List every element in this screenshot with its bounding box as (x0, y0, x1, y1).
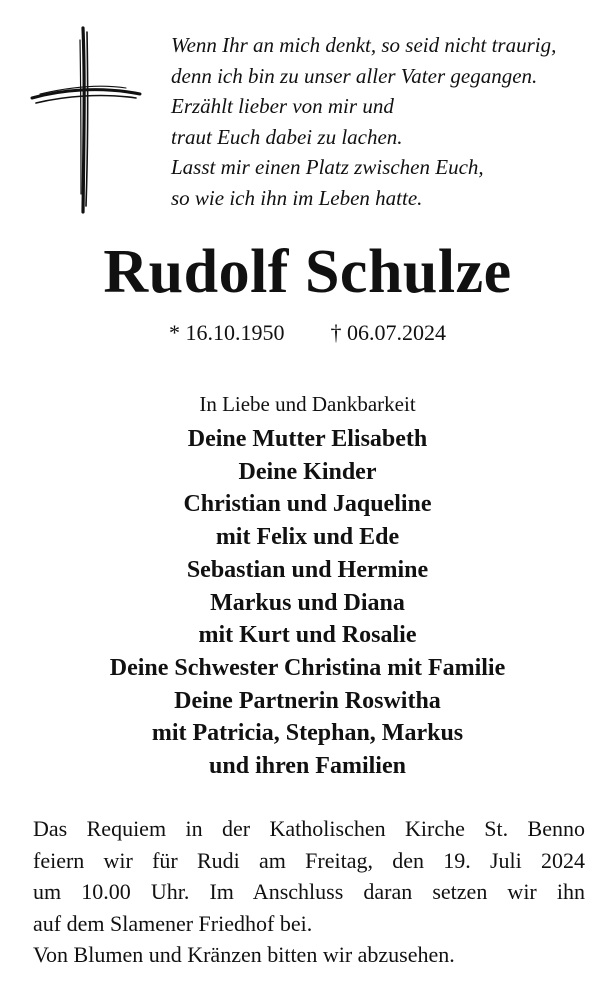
mourners-list (0, 423, 615, 783)
life-dates (0, 318, 615, 348)
mourner-line: Christian und Jaqueline (183, 491, 432, 518)
notice-line: feiern wir für Rudi am Freitag, den 19. Juli 2024 (33, 847, 585, 873)
mourner-line: Deine Schwester Christina mit Familie (109, 654, 506, 681)
service-notice (33, 813, 585, 971)
mourner-line: Deine Partnerin Roswitha (174, 687, 441, 714)
notice-line: Das Requiem in der Katholischen Kirche St. Benno (33, 816, 585, 841)
cross-icon (30, 26, 142, 214)
mourner-line: mit Felix und Ede (215, 524, 400, 551)
deceased-name: Rudolf Schulze (103, 238, 512, 306)
mourner-line: und ihren Familien (209, 753, 406, 780)
mourner-line: Markus und Diana (210, 589, 405, 616)
poem-line: Lasst mir einen Platz zwischen Euch, (171, 155, 484, 179)
poem-line: Erzählt lieber von mir und (171, 94, 394, 118)
mourner-line: mit Kurt und Rosalie (198, 622, 417, 649)
mourner-line: Deine Mutter Elisabeth (187, 426, 428, 452)
poem-line: denn ich bin zu unser aller Vater gegangen. (171, 63, 538, 88)
poem-line: traut Euch dabei zu lachen. (171, 124, 403, 149)
poem-line: so wie ich ihn im Leben hatte. (171, 185, 423, 210)
death-date: † 06.07.2024 (330, 320, 446, 345)
notice-line: um 10.00 Uhr. Im Anschluss daran setzen wir ihn (33, 879, 585, 904)
notice-line: Von Blumen und Kränzen bitten wir abzusehen. (33, 942, 455, 967)
birth-date: * 16.10.1950 (169, 320, 285, 345)
mourner-line: Sebastian und Hermine (186, 556, 429, 583)
poem (171, 30, 591, 213)
mourner-line: mit Patricia, Stephan, Markus (151, 720, 464, 747)
poem-line: Wenn Ihr an mich denkt, so seid nicht traurig, (171, 33, 557, 57)
notice-line: auf dem Slamener Friedhof bei. (33, 910, 313, 936)
dedication-line: In Liebe und Dankbarkeit (199, 392, 416, 416)
mourner-line: Deine Kinder (238, 458, 377, 485)
